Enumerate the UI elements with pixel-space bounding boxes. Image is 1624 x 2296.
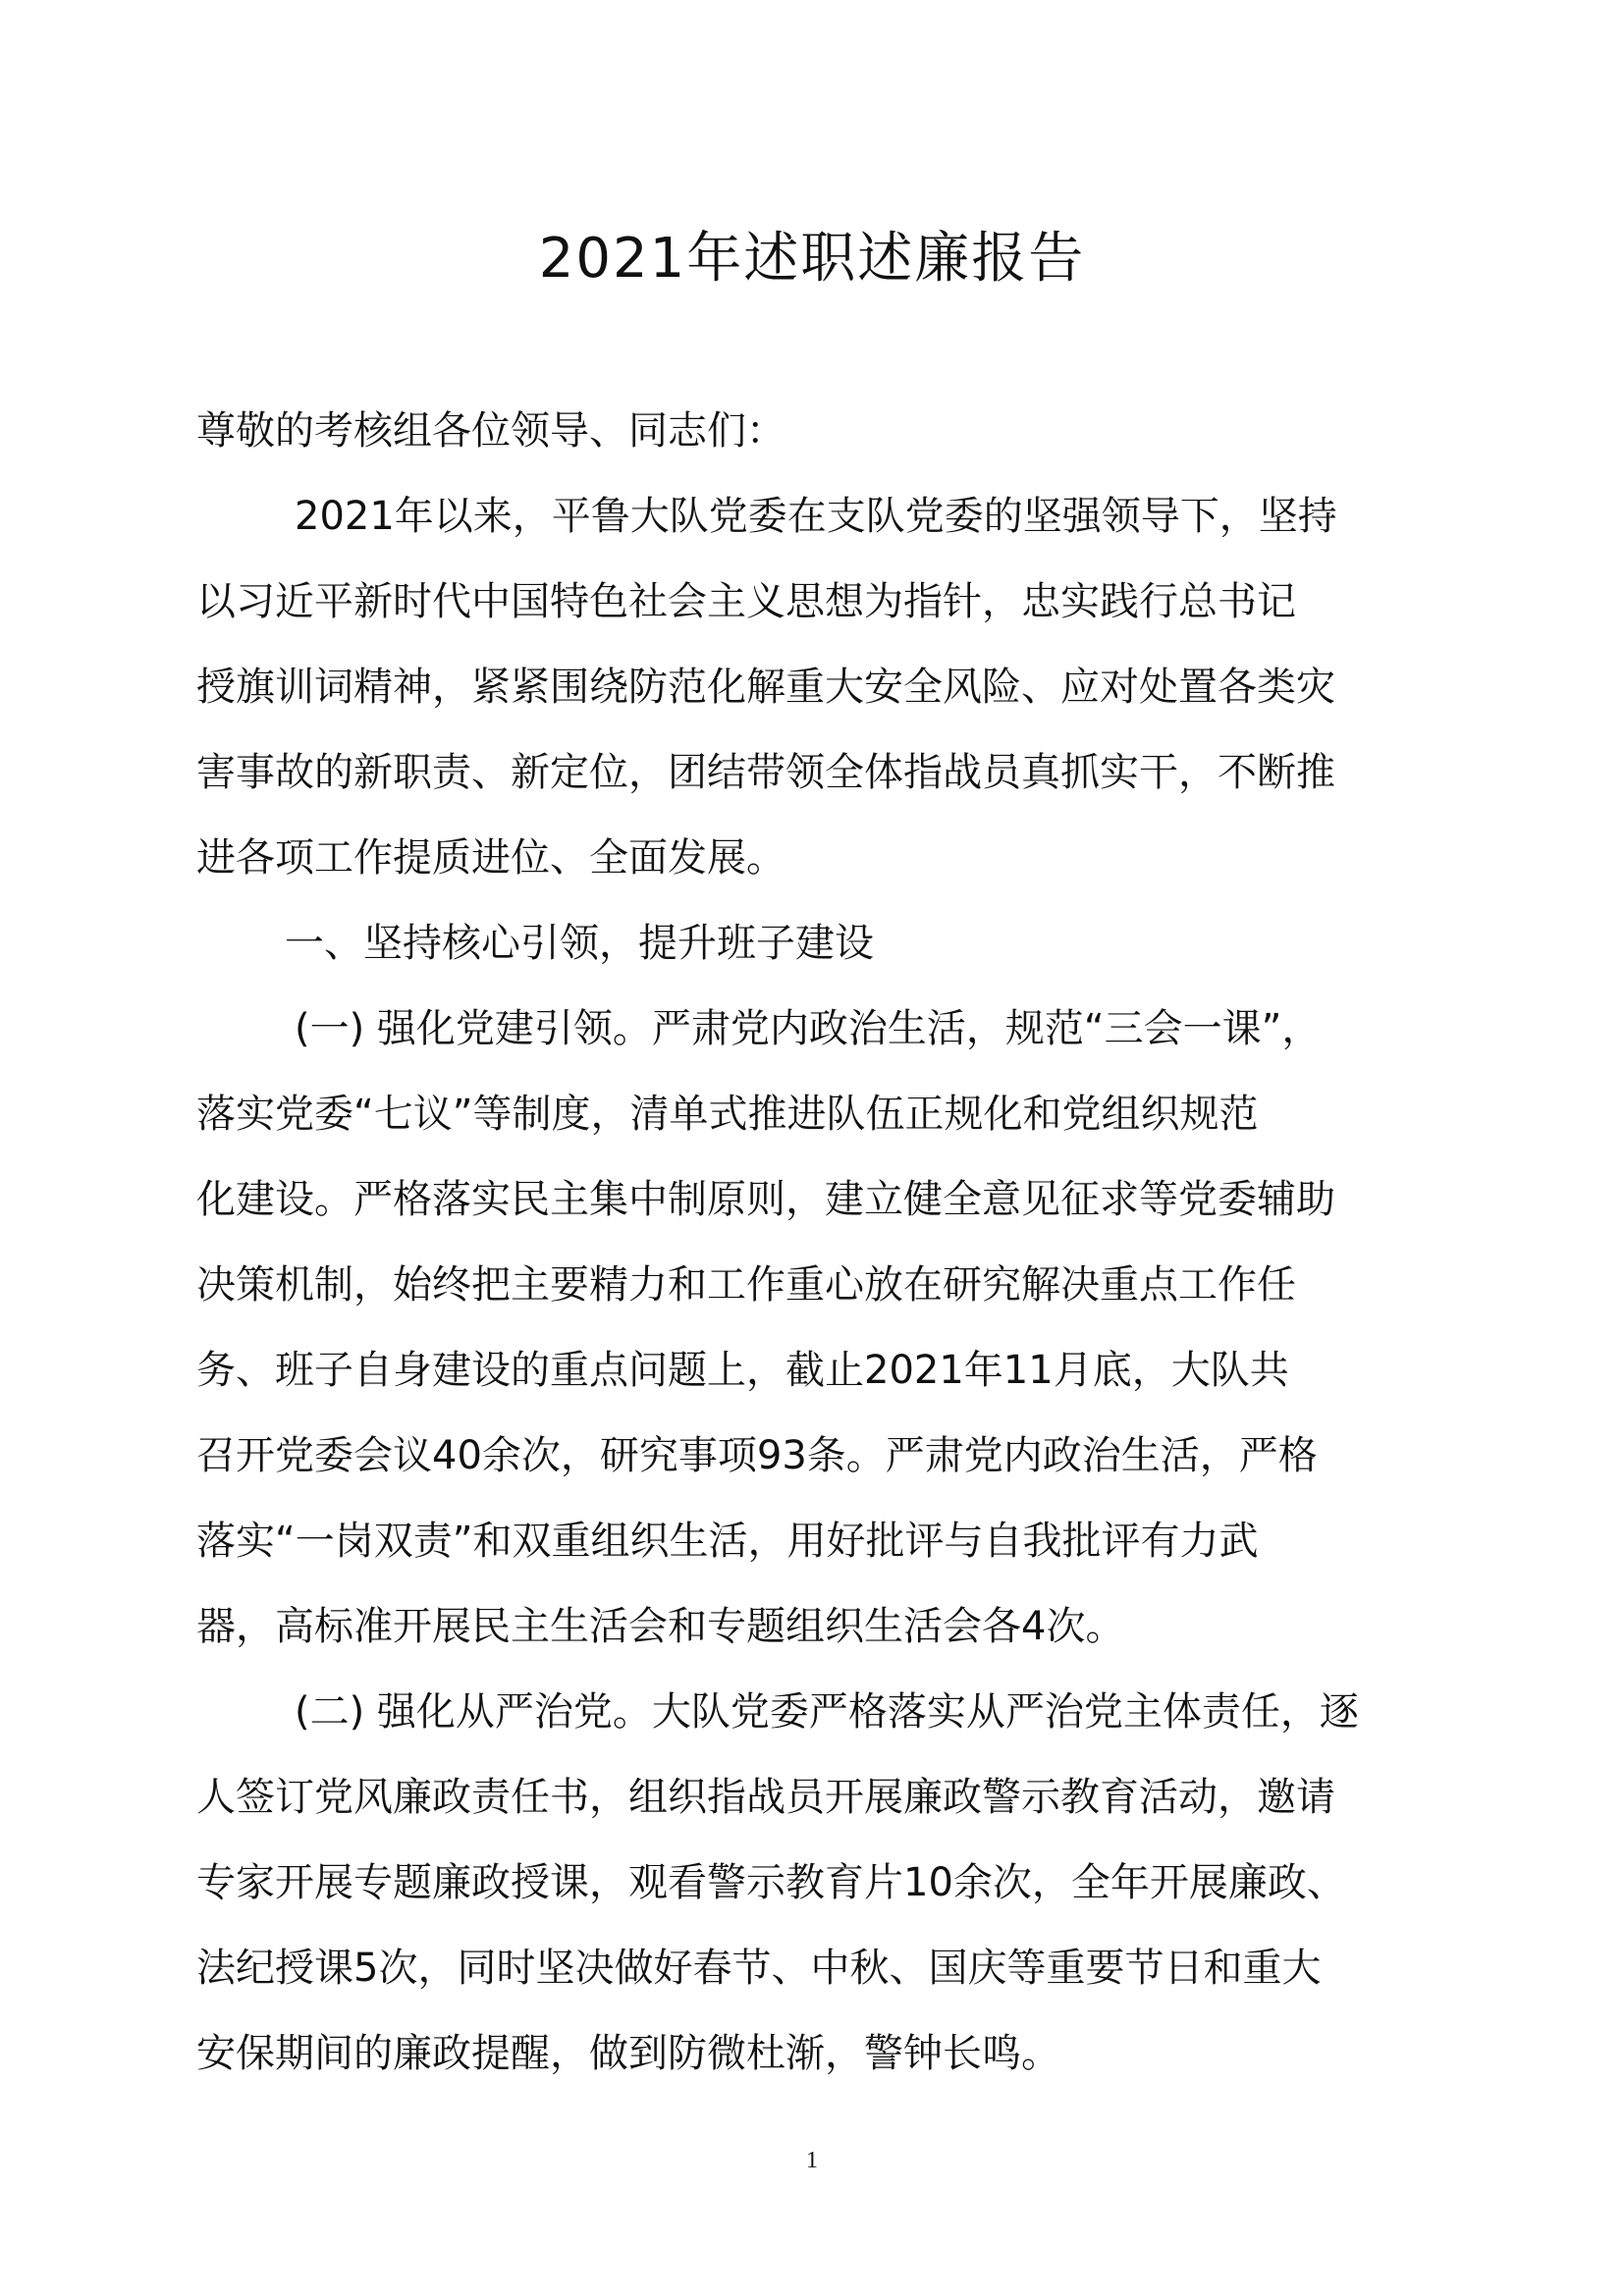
body-line: 落实“一岗双责”和双重组织生活，用好批评与自我批评有力武 [196, 1519, 1259, 1564]
body-line: 决策机制，始终把主要精力和工作重心放在研究解决重点工作任 [196, 1262, 1296, 1308]
body-line: 进各项工作提质进位、全面发展。 [196, 835, 785, 881]
body-line: 召开党委会议40余次，研究事项93条。严肃党内政治生活，严格 [196, 1433, 1318, 1478]
subsection-line: (一) 强化党建引领。严肃党内政治生活，规范“三会一课”， [295, 1006, 1322, 1051]
body-line: 化建设。严格落实民主集中制原则，建立健全意见征求等党委辅助 [196, 1177, 1335, 1222]
body-line: 害事故的新职责、新定位，团结带领全体指战员真抓实干，不断推 [196, 750, 1335, 795]
body-line: 安保期间的廉政提醒，做到防微杜渐，警钟长鸣。 [196, 2031, 1060, 2076]
page-number: 1 [806, 2148, 818, 2173]
body-line: 以习近平新时代中国特色社会主义思想为指针，忠实践行总书记 [196, 579, 1296, 624]
salutation-line: 尊敬的考核组各位领导、同志们： [196, 408, 785, 454]
body-line: 务、班子自身建设的重点问题上，截止2021年11月底，大队共 [196, 1348, 1289, 1393]
section-heading: 一、坚持核心引领，提升班子建设 [285, 921, 874, 966]
subsection-line: (二) 强化从严治党。大队党委严格落实从严治党主体责任，逐 [295, 1689, 1359, 1735]
body-line: 器，高标准开展民主生活会和专题组织生活会各4次。 [196, 1604, 1125, 1649]
document-body [196, 389, 1473, 2097]
body-line: 授旗训词精神，紧紧围绕防范化解重大安全风险、应对处置各类灾 [196, 665, 1335, 710]
body-line: 法纪授课5次，同时坚决做好春节、中秋、国庆等重要节日和重大 [196, 1946, 1322, 1991]
body-line: 落实党委“七议”等制度，清单式推进队伍正规化和党组织规范 [196, 1092, 1259, 1137]
document-title: 2021年述职述廉报告 [538, 227, 1086, 291]
body-line: 2021年以来，平鲁大队党委在支队党委的坚强领导下，坚持 [295, 494, 1337, 539]
body-line: 人签订党风廉政责任书，组织指战员开展廉政警示教育活动，邀请 [196, 1775, 1335, 1820]
body-line: 专家开展专题廉政授课，观看警示教育片10余次，全年开展廉政、 [196, 1860, 1346, 1905]
